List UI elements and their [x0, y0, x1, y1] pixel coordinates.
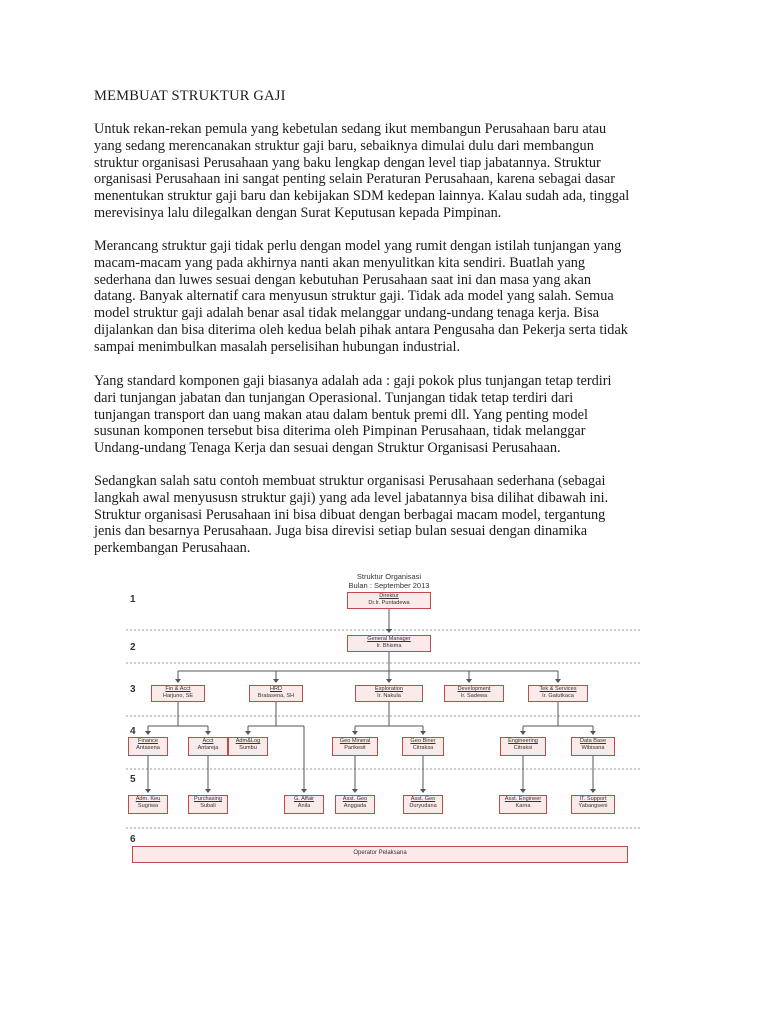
org-node-it-support	[571, 795, 615, 814]
org-node-data-base	[571, 737, 615, 756]
org-node-general-manager	[347, 635, 431, 652]
arrow-head	[273, 679, 279, 683]
text-line: merevisinya lalu dilegalkan dengan Surat Keputusan kepada Pimpinan.	[94, 204, 502, 221]
node-title: Finance	[138, 738, 158, 744]
org-node-operator-pelaksana	[132, 846, 628, 863]
node-person: Sumbu	[239, 745, 257, 751]
org-node-finance	[128, 737, 168, 756]
node-person: Duryudana	[409, 803, 437, 809]
text-line: sederhana dan luwes sesuai dengan kebutuhan Perusahaan saat ini dan masa yang akan	[94, 271, 592, 288]
level-number: 1	[130, 594, 136, 605]
text-line: Yang standard komponen gaji biasanya adalah ada : gaji pokok plus tunjangan tetap terdiri	[94, 373, 612, 389]
node-title: Engineering	[508, 738, 538, 744]
node-title: Exploration	[375, 686, 403, 692]
org-chart	[118, 566, 648, 878]
org-chart-lines	[118, 566, 648, 878]
node-title: Fin & Acct	[165, 686, 191, 692]
node-person: Bratasena, SH	[257, 693, 295, 699]
node-title: Asst. Engineer	[504, 796, 542, 802]
arrow-head	[386, 679, 392, 683]
text-line: macam-macam yang pada akhirnya nanti akan menyulitkan kita sendiri. Buatlah yang	[94, 254, 586, 271]
node-title: Asst. Geo	[410, 796, 436, 802]
text-line: sampai menimbulkan masalah perselisihan hubungan industrial.	[94, 338, 461, 355]
arrow-head	[420, 731, 426, 735]
paragraph	[94, 373, 684, 457]
node-title: Data Base	[579, 738, 607, 744]
arrow-head	[352, 789, 358, 793]
arrow-head	[590, 731, 596, 735]
arrow-head	[245, 731, 251, 735]
text-line: organisasi Perusahaan ini sangat penting selain Peraturan Perusahaan, karena sebagai dasar	[94, 171, 615, 188]
node-person: Yabangseni	[578, 803, 608, 809]
text-line: datang. Banyak alternatif cara menyusun struktur gaji. Tidak ada model yang salah. Semua	[94, 288, 614, 305]
text-line: perkembangan Perusahaan.	[94, 540, 251, 557]
org-node-purchasing	[188, 795, 228, 814]
org-node-direktur	[347, 592, 431, 609]
paragraph	[94, 121, 684, 222]
node-title: IT. Support	[579, 796, 607, 802]
arrow-head	[520, 731, 526, 735]
org-node-development	[444, 685, 504, 702]
node-person: Citraksa	[412, 745, 434, 751]
arrow-head	[352, 731, 358, 735]
arrow-head	[205, 789, 211, 793]
org-node-acct	[188, 737, 228, 756]
org-node-g-affair	[284, 795, 324, 814]
node-title: Tek & Services	[539, 686, 577, 692]
arrow-head	[175, 679, 181, 683]
node-title: Adm. Keu	[135, 796, 161, 802]
paragraph	[94, 238, 684, 356]
node-person: Ir. Sadewa	[460, 693, 488, 699]
node-title: Geo Biner	[410, 738, 436, 744]
org-node-tek-services	[528, 685, 588, 702]
text-line: dari tunjangan jabatan dan tunjangan Operasional. Tunjangan tidak tetap terdiri dari	[94, 389, 574, 406]
org-node-asst-geo-1	[335, 795, 375, 814]
node-person: Parikesit	[344, 745, 366, 751]
org-node-engineering	[500, 737, 546, 756]
org-node-asst-geo-2	[403, 795, 443, 814]
org-node-hrd	[249, 685, 303, 702]
node-title: Operator Pelaksana	[353, 850, 407, 856]
node-person: Citraksi	[513, 745, 533, 751]
node-person: Karna	[515, 803, 531, 809]
node-title: Adm&Log	[235, 738, 261, 744]
node-title: Purchasing	[194, 796, 222, 802]
node-title: Asst. Geo	[342, 796, 368, 802]
level-number: 5	[130, 774, 136, 785]
org-chart-title: Struktur Organisasi	[356, 572, 422, 581]
arrow-head	[520, 789, 526, 793]
node-person: Wibisana	[581, 745, 605, 751]
text-line: yang sedang merencanakan struktur gaji baru, sebaiknya dimulai dulu dari membangun	[94, 137, 594, 154]
arrow-head	[386, 629, 392, 633]
node-title: Geo Mineral	[339, 738, 371, 744]
text-line: dijalankan dan bisa diterima oleh kedua belah pihak antara Pengusaha dan Pekerja serta tidak	[94, 321, 628, 338]
text-line: susunan komponen tersebut bisa diterima oleh Pimpinan Perusahaan, tidak melanggar	[94, 423, 586, 440]
org-node-asst-engineer	[499, 795, 547, 814]
arrow-head	[205, 731, 211, 735]
text-line: menentukan struktur gaji baru dan kebijakan SDM kedepan lainnya. Kalau sudah ada, tinggal	[94, 188, 630, 205]
text-line: langkah awal menyususn struktur gaji) yang ada level jabatannya bisa dilihat dibawah ini.	[94, 489, 609, 506]
arrow-head	[301, 789, 307, 793]
org-node-exploration	[355, 685, 423, 702]
org-node-geo-biner	[402, 737, 444, 756]
node-title: Development	[457, 686, 491, 692]
text-line: Undang-undang Tenaga Kerja dan sesuai dengan Struktur Organisasi Perusahaan.	[94, 440, 561, 457]
node-person: Ir. Gatutkaca	[542, 693, 574, 699]
org-node-geo-mineral	[332, 737, 378, 756]
node-person: Ir. Nakula	[377, 693, 401, 699]
level-number: 3	[130, 684, 136, 695]
level-number: 4	[130, 726, 136, 737]
text-line: jenis dan besarnya Perusahaan. Juga bisa direvisi setiap bulan sesuai dengan dinamika	[94, 523, 588, 540]
node-title: General Manager	[367, 636, 411, 642]
node-title: G. Affair	[293, 796, 315, 802]
org-node-adm-keu	[128, 795, 168, 814]
node-person: Dr.Ir. Puntadewa	[368, 600, 410, 606]
node-person: Anggada	[343, 803, 367, 809]
level-number: 6	[130, 834, 136, 845]
text-line: Struktur organisasi Perusahaan ini bisa dibuat dengan berbagai macam model, tergantung	[94, 506, 606, 523]
arrow-head	[555, 679, 561, 683]
level-number: 2	[130, 642, 136, 653]
arrow-head	[145, 789, 151, 793]
node-title: Direktur	[379, 593, 399, 599]
node-person: Harjuno, SE	[162, 693, 194, 699]
arrow-head	[145, 731, 151, 735]
org-chart-subtitle: Bulan : September 2013	[348, 581, 430, 590]
node-person: Anila	[297, 803, 311, 809]
text-line: Untuk rekan-rekan pemula yang kebetulan sedang ikut membangun Perusahaan baru atau	[94, 121, 607, 137]
node-person: Antareja	[197, 745, 219, 751]
node-person: Sugriwa	[137, 803, 159, 809]
node-person: Antasena	[136, 745, 160, 751]
text-line: model struktur gaji adalah benar asal tidak melanggar undang-undang tenaga kerja. Bisa	[94, 305, 599, 322]
text-line: Sedangkan salah satu contoh membuat struktur organisasi Perusahaan sederhana (sebagai	[94, 473, 606, 489]
node-person: Subali	[200, 803, 216, 809]
node-title: HRD	[269, 686, 283, 692]
node-person: Ir. Bhisma	[376, 643, 402, 649]
node-title: Acct	[202, 738, 214, 744]
arrow-head	[420, 789, 426, 793]
arrow-head	[590, 789, 596, 793]
text-line: tunjangan transport dan uang makan atau dalam bentuk premi dll. Yang penting model	[94, 406, 588, 423]
org-node-fin-acct	[151, 685, 205, 702]
text-line: Merancang struktur gaji tidak perlu dengan model yang rumit dengan istilah tunjangan yang	[94, 238, 622, 254]
org-node-adm-log	[228, 737, 268, 756]
paragraph	[94, 473, 684, 557]
arrow-head	[466, 679, 472, 683]
text-line: struktur organisasi Perusahaan yang baku lengkap dengan level tiap jabatannya. Struktur	[94, 154, 601, 171]
document-title: MEMBUAT STRUKTUR GAJI	[94, 88, 286, 104]
